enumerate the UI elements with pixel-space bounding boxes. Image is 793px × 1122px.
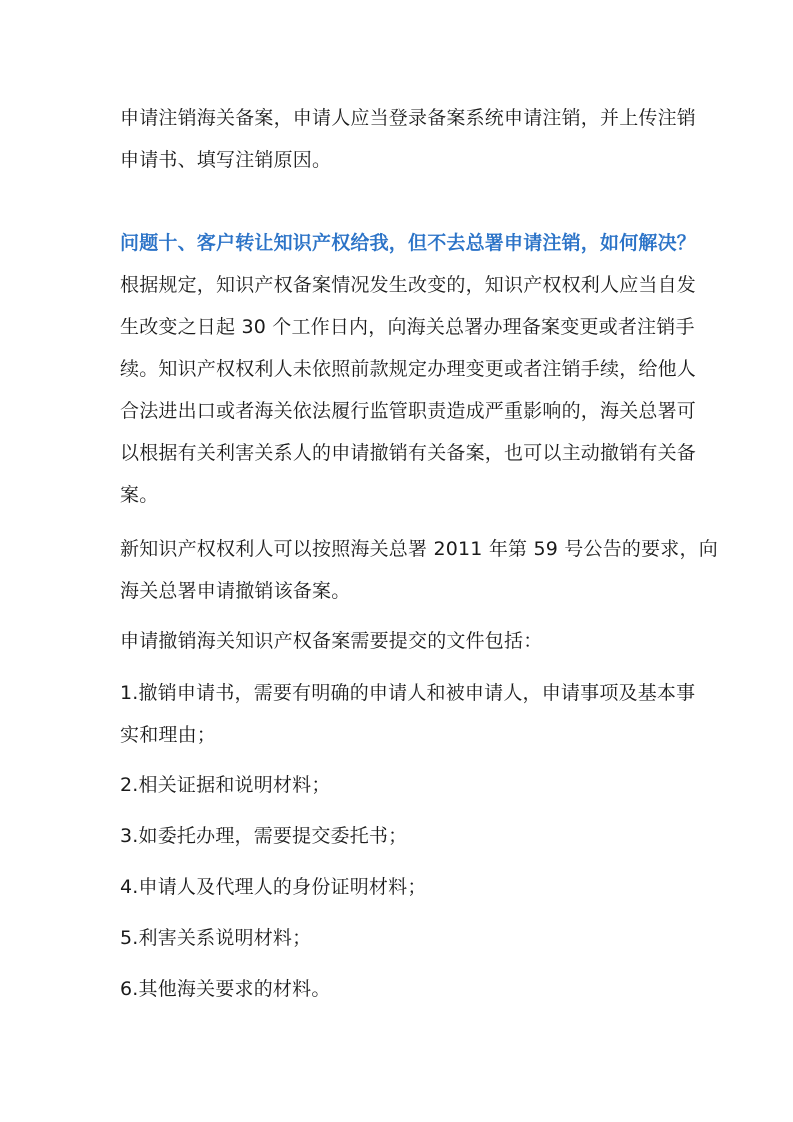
text-line: 生改变之日起 30 个工作日内，向海关总署办理备案变更或者注销手 [120,316,695,338]
text-line: 根据规定，知识产权备案情况发生改变的，知识产权权利人应当自发 [120,274,697,296]
list-item-2 [120,764,680,806]
text-line: 新知识产权权利人可以按照海关总署 2011 年第 59 号公告的要求，向 [120,538,718,560]
list-item-text: 3.如委托办理，需要提交委托书； [120,825,408,847]
answer-paragraph-1 [120,264,697,516]
list-item-text: 2.相关证据和说明材料； [120,774,331,796]
text-line: 合法进出口或者海关依法履行监管职责造成严重影响的，海关总署可 [120,400,697,422]
list-intro-text: 申请撤销海关知识产权备案需要提交的文件包括： [120,630,543,652]
list-item-5 [120,917,680,959]
text-line: 续。知识产权权利人未依照前款规定办理变更或者注销手续，给他人 [120,358,697,380]
heading-text: 问题十、客户转让知识产权给我，但不去总署申请注销，如何解决？ [120,232,697,254]
text-line: 申请书、填写注销原因。 [120,149,332,171]
list-item-6 [120,968,680,1010]
list-item-text: 5.利害关系说明材料； [120,927,312,949]
list-item-text: 实和理由； [120,724,217,746]
list-item-text: 6.其他海关要求的材料。 [120,978,331,1000]
intro-paragraph [120,97,697,181]
text-line: 申请注销海关备案，申请人应当登录备案系统申请注销，并上传注销 [120,107,697,129]
list-item-text: 1.撤销申请书，需要有明确的申请人和被申请人，申请事项及基本事 [120,682,696,704]
list-item-4 [120,866,680,908]
answer-paragraph-2 [120,528,718,612]
text-line: 案。 [120,484,159,506]
text-line: 海关总署申请撤销该备案。 [120,580,351,602]
text-line: 以根据有关利害关系人的申请撤销有关备案，也可以主动撤销有关备 [120,442,697,464]
list-item-text: 4.申请人及代理人的身份证明材料； [120,876,427,898]
question-heading [120,222,697,264]
list-item-3 [120,815,680,857]
list-intro [120,620,680,662]
list-item-1 [120,672,696,756]
